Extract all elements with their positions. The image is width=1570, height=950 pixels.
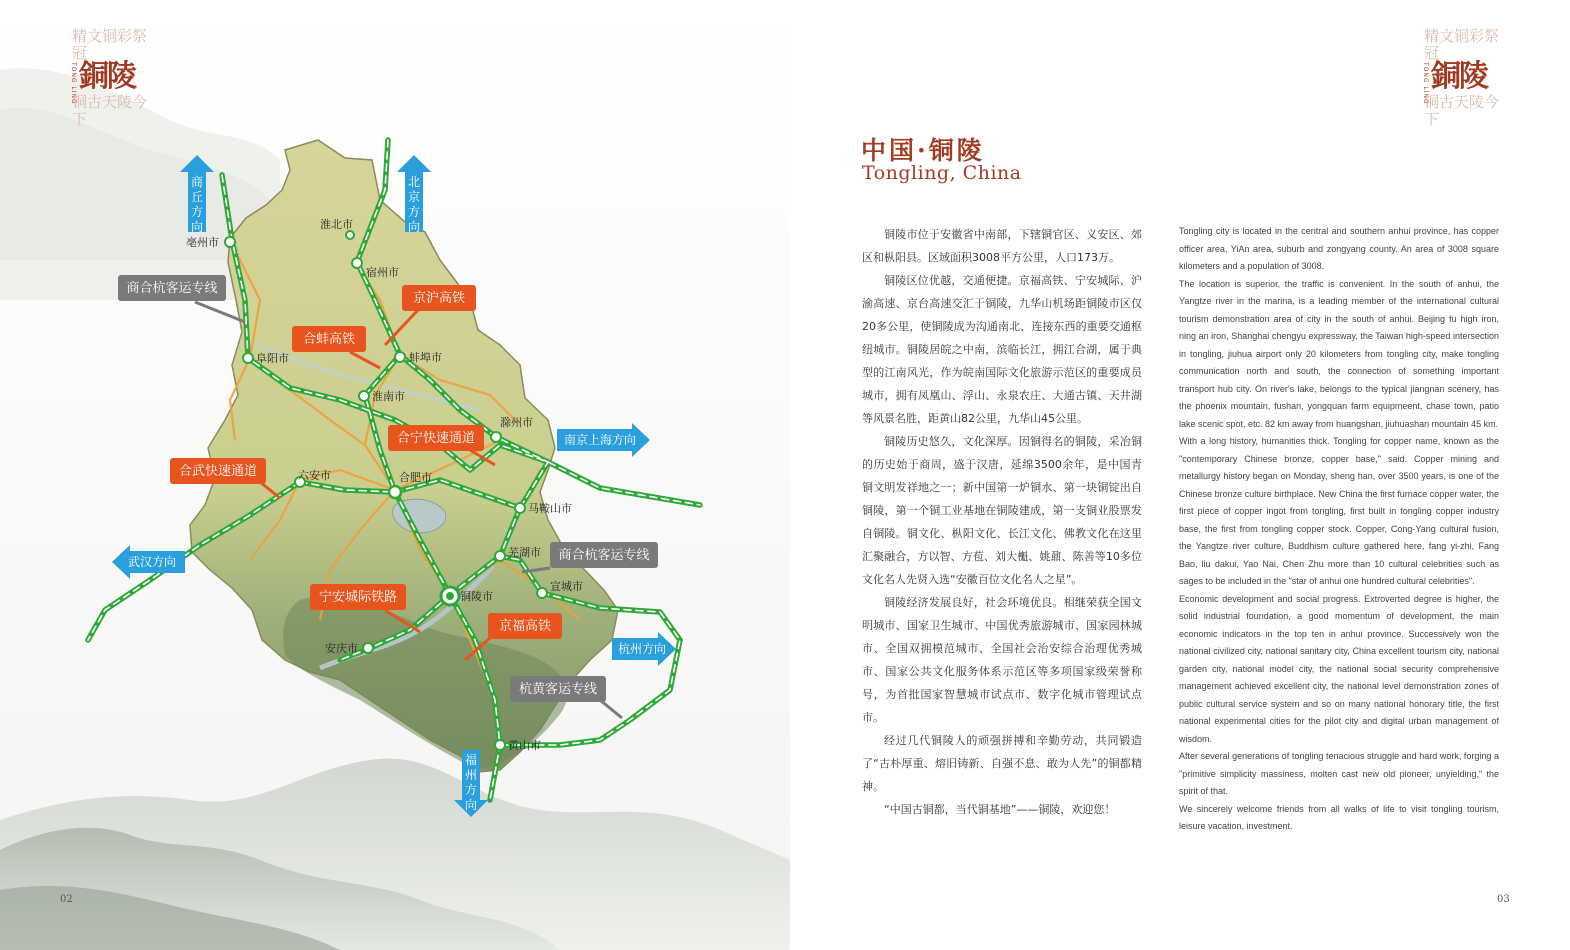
svg-text:丘: 丘 [190, 190, 204, 204]
svg-text:京: 京 [407, 190, 421, 204]
svg-text:北: 北 [407, 175, 421, 189]
en-paragraph: With a long history, humanities thick. Tongling for copper name, known as the "contemporary Chinese bronze, copper base," said. Copper mining and metallurgy history began on Monday, sheng han, over 3500 years, is one of the Chinese bronze culture birthplace. New China the first furnace copper water, the first piece of copper ingot from tongling, first built in tongling copper industry base, the first from tongling copper stock. Copper, Cong-Yang cultural fusion, the Yangtze river culture, Buddhism culture gathered here, fang yi-zhi, Fang Bao, liu dakui, Yao Nai, Chen Zhu more than 10 cultural celebrities such as sages to be included in the "star of anhui one hundred cultural celebrities". [1179, 436, 1499, 586]
svg-text:方: 方 [407, 205, 421, 219]
svg-text:蚌埠市: 蚌埠市 [409, 351, 442, 364]
city-huangshan [495, 738, 541, 752]
page-title-english: Tongling, China [862, 162, 1022, 184]
svg-text:安庆市: 安庆市 [325, 642, 358, 655]
svg-text:向: 向 [464, 798, 478, 812]
svg-text:杭州方向: 杭州方向 [617, 642, 667, 656]
page-number-right: 03 [1497, 894, 1510, 905]
en-paragraph: The location is superior, the traffic is convenient. In the south of anhui, the Yangtze river in the marina, is a leading member of the international cultural tourism demonstration area of city in the south of anhui. Beijing fu high iron, ning an iron, Shanghai chengyu expressway, the Taiwan high-speed intersection in tongling, jiuhua airport only 20 kilometers from tongling city, make tongling communication north and south, the connection of something important transport hub city. On river's lake, belongs to the typical jiangnan scenery, has the phoenix mountain, fushan, yongquan farm equipmeent, chase town, patio lake scenic spot, etc. 82 km away from huangshan, jiuhuashan mountain 45 km. [1179, 278, 1499, 429]
cn-paragraph: 经过几代铜陵人的顽强拼搏和辛勤劳动，共同锻造了“古朴厚重、熔旧铸新、自强不息、敢为人先”的铜都精神。 [862, 734, 1142, 793]
cn-paragraph: 铜陵经济发展良好，社会环境优良。相继荣获全国文明城市、国家卫生城市、中国优秀旅游城市、国家园林城市、全国双拥模范城市、全国社会治安综合治理优秀城市、国家公共文化服务体系示范区等多项国家级荣誉称号，为首批国家智慧城市试点市、数字化城市管理试点市。 [862, 596, 1142, 724]
city-huainan [359, 389, 405, 403]
svg-text:铜陵市: 铜陵市 [460, 590, 493, 603]
svg-text:向: 向 [190, 220, 204, 234]
svg-text:合宁快速通道: 合宁快速通道 [396, 431, 476, 446]
city-tongling [441, 587, 493, 605]
logo-top-text: 精文铜彩祭冠 [72, 27, 148, 62]
en-paragraph: After several generations of tongling tenacious struggle and hard work, forging a "primitive simplicity massiness, molten cast new old pioneer, unyielding," the spirit of that. [1179, 751, 1499, 796]
svg-text:淮北市: 淮北市 [320, 218, 353, 231]
tag-shanghehang-north [118, 275, 245, 322]
logo-top-text: 精文铜彩祭冠 [1424, 27, 1500, 62]
tongling-logo-right [1422, 28, 1506, 128]
svg-text:亳州市: 亳州市 [186, 236, 219, 249]
logo-title: 銅陵 [79, 59, 135, 94]
svg-text:方: 方 [464, 783, 478, 797]
english-body-text [1179, 223, 1499, 836]
svg-text:向: 向 [407, 220, 421, 234]
svg-text:商合杭客运专线: 商合杭客运专线 [558, 548, 650, 563]
en-paragraph: We sincerely welcome friends from all walks of life to visit tongling tourism, leisure vacation, investment. [1179, 803, 1499, 831]
svg-text:商: 商 [190, 175, 204, 189]
svg-text:商合杭客运专线: 商合杭客运专线 [126, 281, 218, 296]
logo-bottom-text: 铜古天陵今下 [1424, 93, 1500, 128]
city-anqing [325, 641, 373, 655]
svg-text:淮南市: 淮南市 [372, 390, 405, 403]
city-bozhou [186, 235, 235, 249]
svg-text:宁安城际铁路: 宁安城际铁路 [318, 590, 398, 605]
direction-hangzhou [612, 632, 676, 666]
svg-text:京福高铁: 京福高铁 [498, 619, 552, 634]
page-number-left: 02 [60, 894, 73, 905]
en-paragraph: Tongling city is located in the central and southern anhui province, has copper officer area, YiAn area, suburb and zongyang county. An area of 3008 square kilometers and a population of 3008. [1179, 226, 1499, 271]
cn-paragraph: 铜陵历史悠久，文化深厚。因铜得名的铜陵，采冶铜的历史始于商周，盛于汉唐，延绵3500余年，是中国青铜文明发祥地之一；新中国第一炉铜水、第一块铜锭出自铜陵，第一个铜工业基地在铜陵建成，第一支铜业股票发自铜陵。铜文化、枞阳文化、长江文化、佛教文化在这里汇聚融合，方以智、方苞、刘大櫆、姚鼐、陈善等10多位文化名人先贤入选“安徽百位文化名人之星”。 [862, 435, 1142, 586]
svg-text:马鞍山市: 马鞍山市 [528, 502, 572, 515]
direction-nanjing-shanghai [557, 423, 650, 457]
city-bengbu [395, 350, 442, 364]
cn-paragraph: 铜陵市位于安徽省中南部，下辖铜官区、义安区、郊区和枞阳县。区域面积3008平方公里，人口173万。 [862, 228, 1142, 264]
logo-pinyin: TONG LING [70, 62, 77, 105]
cn-paragraph: 铜陵区位优越，交通便捷。京福高铁、宁安城际、沪渝高速、京台高速交汇于铜陵，九华山机场距铜陵市区仅20多公里，使铜陵成为沟通南北、连接东西的重要交通枢纽城市。铜陵居皖之中南，滨临长江，拥江合湖，属于典型的江南风光，作为皖南国际文化旅游示范区的重要成员城市，拥有凤凰山、浮山、永泉农庄、大通古镇、天井湖等风景名胜，距黄山82公里，九华山45公里。 [862, 274, 1142, 425]
svg-text:南京上海方向: 南京上海方向 [563, 433, 637, 447]
svg-text:方: 方 [190, 205, 204, 219]
svg-text:州: 州 [464, 768, 478, 782]
svg-text:黄山市: 黄山市 [508, 739, 541, 752]
logo-title: 銅陵 [1431, 59, 1487, 94]
direction-shangqiu [180, 155, 214, 234]
svg-text:京沪高铁: 京沪高铁 [412, 291, 466, 306]
svg-text:阜阳市: 阜阳市 [256, 352, 289, 365]
svg-text:六安市: 六安市 [298, 469, 331, 482]
svg-text:宿州市: 宿州市 [366, 266, 399, 279]
svg-text:宣城市: 宣城市 [550, 580, 583, 593]
logo-bottom-text: 铜古天陵今下 [72, 93, 148, 128]
cn-paragraph: “中国古铜都，当代铜基地”——铜陵，欢迎您！ [884, 803, 1116, 816]
logo-pinyin: TONG LING [1422, 62, 1429, 105]
svg-text:合武快速通道: 合武快速通道 [178, 464, 258, 479]
city-fuyang [243, 352, 289, 365]
page-title-chinese: 中国·铜陵 [861, 136, 985, 165]
svg-text:滁州市: 滁州市 [500, 416, 533, 429]
svg-text:芜湖市: 芜湖市 [508, 546, 541, 559]
svg-text:合肥市: 合肥市 [399, 471, 432, 484]
svg-text:杭黄客运专线: 杭黄客运专线 [518, 682, 598, 697]
svg-text:合蚌高铁: 合蚌高铁 [302, 332, 356, 347]
svg-text:武汉方向: 武汉方向 [127, 555, 177, 569]
chinese-body-text [862, 223, 1142, 821]
svg-text:福: 福 [464, 753, 478, 767]
direction-wuhan [112, 545, 185, 579]
en-paragraph: Economic development and social progress. Extroverted degree is higher, the solid industrial foundation, a good momentum of development, the main economic indicators in the top ten in anhui province. Successively won the national civilized city, national sanitary city, China excellent tourism city, national garden city, national model city, the national social security comprehensive management achieved excellent city, the national level demonstration zones of public cultural service system and so on many national honorary title, the first national experimental cities for the pilot city and digital urban management of wisdom. [1179, 593, 1499, 744]
